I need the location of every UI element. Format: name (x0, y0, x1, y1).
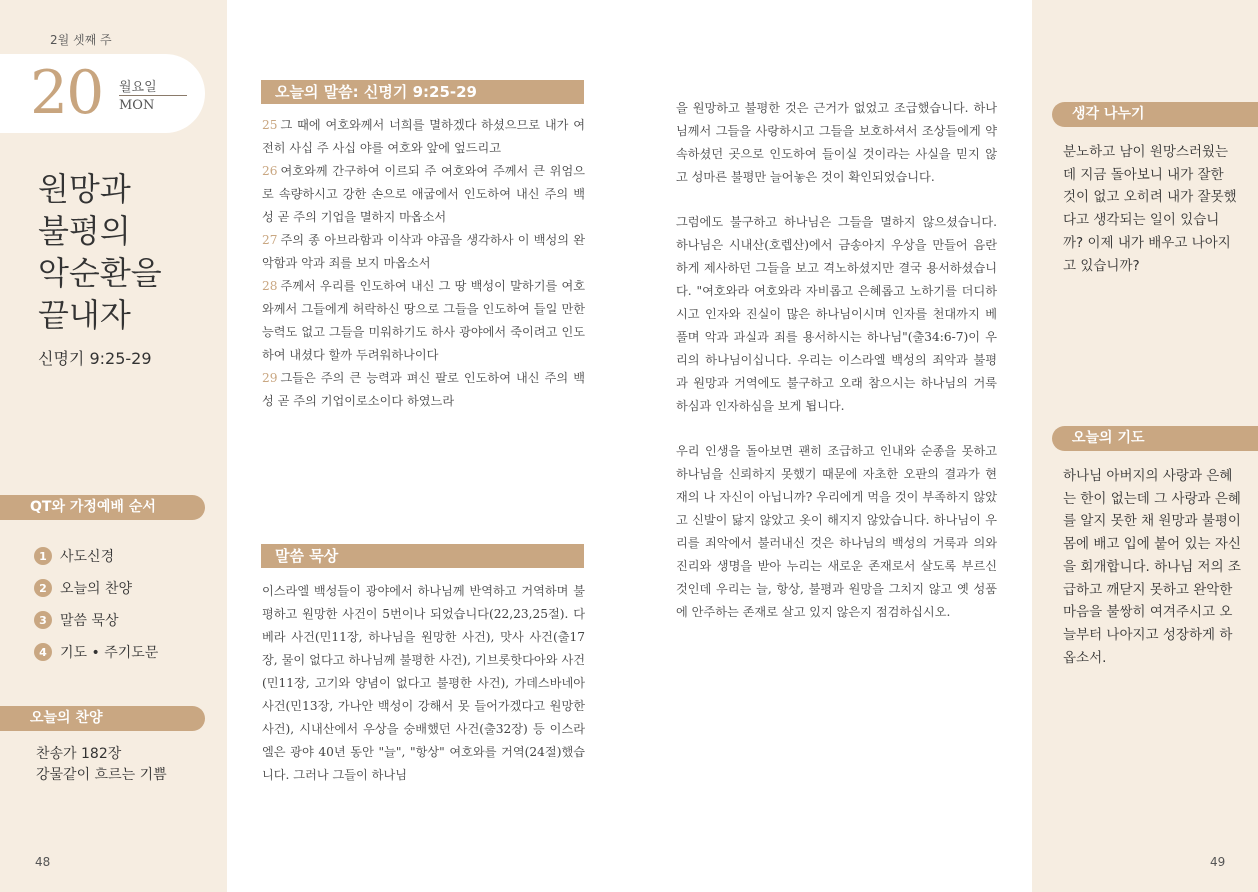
meditation-text-col1: 이스라엘 백성들이 광야에서 하나님께 반역하고 거역하며 불평하고 원망한 사건이 5번이나 되었습니다(22,23,25절). 다베라 사건(민11장, 하나님을 원망한 사건), 맛사 사건(출17장, 물이 없다고 하나님께 불평한 사건), 기브롯핫다아와 사건(민11장, 고기와 양념이 없다고 불평한 사건), 가데스바네아 사건(민13장, 가나안 백성이 강해서 못 들어가겠다고 원망한 사건), 시내산에서 우상을 숭배했던 사건(출32장) 등 이스라엘은 광야 40년 동안 "늘", "항상" 여호와를 거역(24절)했습니다. 그러나 그들이 하나님 (262, 584, 585, 782)
verse-number: 25 (262, 118, 278, 132)
share-text: 분노하고 남이 원망스러웠는데 지금 돌아보니 내가 잘한 것이 없고 오히려 내가 잘못했다고 생각되는 일이 있습니까? 이제 내가 배우고 나아지고 있습니까? (1063, 144, 1237, 274)
verse-number: 29 (262, 371, 278, 385)
page-title (38, 168, 218, 336)
verse-number: 26 (262, 164, 278, 178)
qt-order-label: QT와 가정예배 순서 (0, 495, 205, 520)
day-number: 20 (30, 58, 103, 128)
list-item (34, 540, 158, 572)
step-number-badge: 1 (34, 547, 52, 565)
hymn-label: 오늘의 찬양 (0, 706, 205, 731)
verse (262, 229, 585, 275)
step-number-badge: 3 (34, 611, 52, 629)
title-line: 악순환을 (38, 254, 162, 292)
weekday-label: 월요일 (119, 80, 157, 95)
title-line: 불평의 (38, 212, 131, 250)
list-item (34, 572, 158, 604)
verse (262, 114, 585, 160)
hymn-info (36, 744, 167, 786)
step-number-badge: 2 (34, 579, 52, 597)
step-label: 말씀 묵상 (60, 613, 119, 629)
verse-text: 그들은 주의 큰 능력과 펴신 팔로 인도하여 내신 주의 백성 곧 주의 기업이로소이다 하였느라 (262, 371, 585, 408)
hymn-number: 찬송가 182장 (36, 746, 122, 762)
hymn-title: 강물같이 흐르는 기쁨 (36, 767, 167, 783)
meditation-text-col2 (676, 97, 997, 646)
list-item (34, 636, 158, 668)
page-number-right: 49 (1210, 855, 1226, 869)
step-label: 기도 • 주기도문 (60, 645, 159, 661)
paragraph: 그럼에도 불구하고 하나님은 그들을 멸하지 않으셨습니다. 하나님은 시내산(호렙산)에서 금송아지 우상을 만들어 음란하게 제사하던 그들을 보고 격노하셨지만 결국 용서하셨습니다. "여호와라 여호와라 자비롭고 은혜롭고 노하기를 더디하시고 인자와 진실이 많은 하나님이시며 인자를 천대까지 베풀며 악과 과실과 죄를 용서하시는 하나님"(출34:6-7)이 우리의 하나님이십니다. 우리는 이스라엘 백성의 죄악과 불평과 원망과 거역에도 불구하고 오래 참으시는 하나님의 거룩하심과 인자하심을 보게 됩니다. (676, 215, 997, 413)
page-number-left: 48 (35, 855, 51, 869)
week-label: 2월 셋째 주 (50, 33, 112, 47)
verse-text: 그 때에 여호와께서 너희를 멸하겠다 하셨으므로 내가 여전히 사십 주 사십 야를 여호와 앞에 엎드리고 (262, 118, 585, 155)
verse-text: 여호와께 간구하여 이르되 주 여호와여 주께서 큰 위엄으로 속량하시고 강한 손으로 애굽에서 인도하여 내신 주의 백성 곧 주의 기업을 멸하지 마옵소서 (262, 164, 585, 224)
step-number-badge: 4 (34, 643, 52, 661)
step-label: 사도신경 (60, 549, 115, 565)
verse-text: 주께서 우리를 인도하여 내신 그 땅 백성이 말하기를 여호와께서 그들에게 허락하신 땅으로 그들을 인도하여 들일 만한 능력도 없고 그들을 미워하기도 하사 광야에서 죽이려고 인도하여 내셨다 할까 두려워하나이다 (262, 279, 585, 362)
list-item (34, 604, 158, 636)
weekday-english: MON (119, 98, 155, 113)
title-line: 원망과 (38, 170, 131, 208)
meditation-heading: 말씀 묵상 (261, 544, 584, 568)
verse-number: 28 (262, 279, 278, 293)
prayer-text: 하나님 아버지의 사랑과 은혜는 한이 없는데 그 사랑과 은혜를 알지 못한 채 원망과 불평이 몸에 배고 입에 붙어 있는 자신을 회개합니다. 하나님 저의 조급하고 깨닫지 못하고 완악한 마음을 불쌍히 여겨주시고 오늘부터 나아지고 성장하게 하옵소서. (1063, 468, 1241, 666)
verse-text: 주의 종 아브라함과 이삭과 야곱을 생각하사 이 백성의 완악함과 악과 죄를 보지 마옵소서 (262, 233, 585, 270)
scripture-reference: 신명기 9:25-29 (38, 349, 152, 368)
verse-number: 27 (262, 233, 278, 247)
verse (262, 367, 585, 413)
title-line: 끝내자 (38, 296, 131, 334)
paragraph: 을 원망하고 불평한 것은 근거가 없었고 조급했습니다. 하나님께서 그들을 사랑하시고 그들을 보호하셔서 조상들에게 약속하셨던 곳으로 인도하여 들이실 것이라는 사실을 믿지 않고 성마른 불평만 늘어놓은 것이 확인되었습니다. (676, 101, 997, 184)
verse (262, 160, 585, 229)
weekday-divider (119, 95, 187, 96)
qt-order-list (34, 540, 158, 668)
step-label: 오늘의 찬양 (60, 581, 133, 597)
paragraph: 우리 인생을 돌아보면 괜히 조급하고 인내와 순종을 못하고 하나님을 신뢰하지 못했기 때문에 자초한 오판의 결과가 현재의 나 자신이 아닙니까? 우리에게 먹을 것이 부족하지 않았고 신발이 닳지 않았고 옷이 해지지 않았습니다. 하나님이 우리를 죄악에서 불러내신 것은 하나님의 백성의 거룩과 의와 진리와 생명을 받아 누리는 새로운 존재로서 살도록 부르신 것인데 우리는 늘, 항상, 불평과 원망을 그치지 않고 옛 성품에 안주하는 존재로 살고 있지 않은지 점검하십시오. (676, 444, 997, 619)
prayer-label: 오늘의 기도 (1052, 426, 1258, 451)
verse (262, 275, 585, 367)
share-label: 생각 나누기 (1052, 102, 1258, 127)
scripture-passage (262, 114, 585, 413)
scripture-heading: 오늘의 말씀: 신명기 9:25-29 (261, 80, 584, 104)
